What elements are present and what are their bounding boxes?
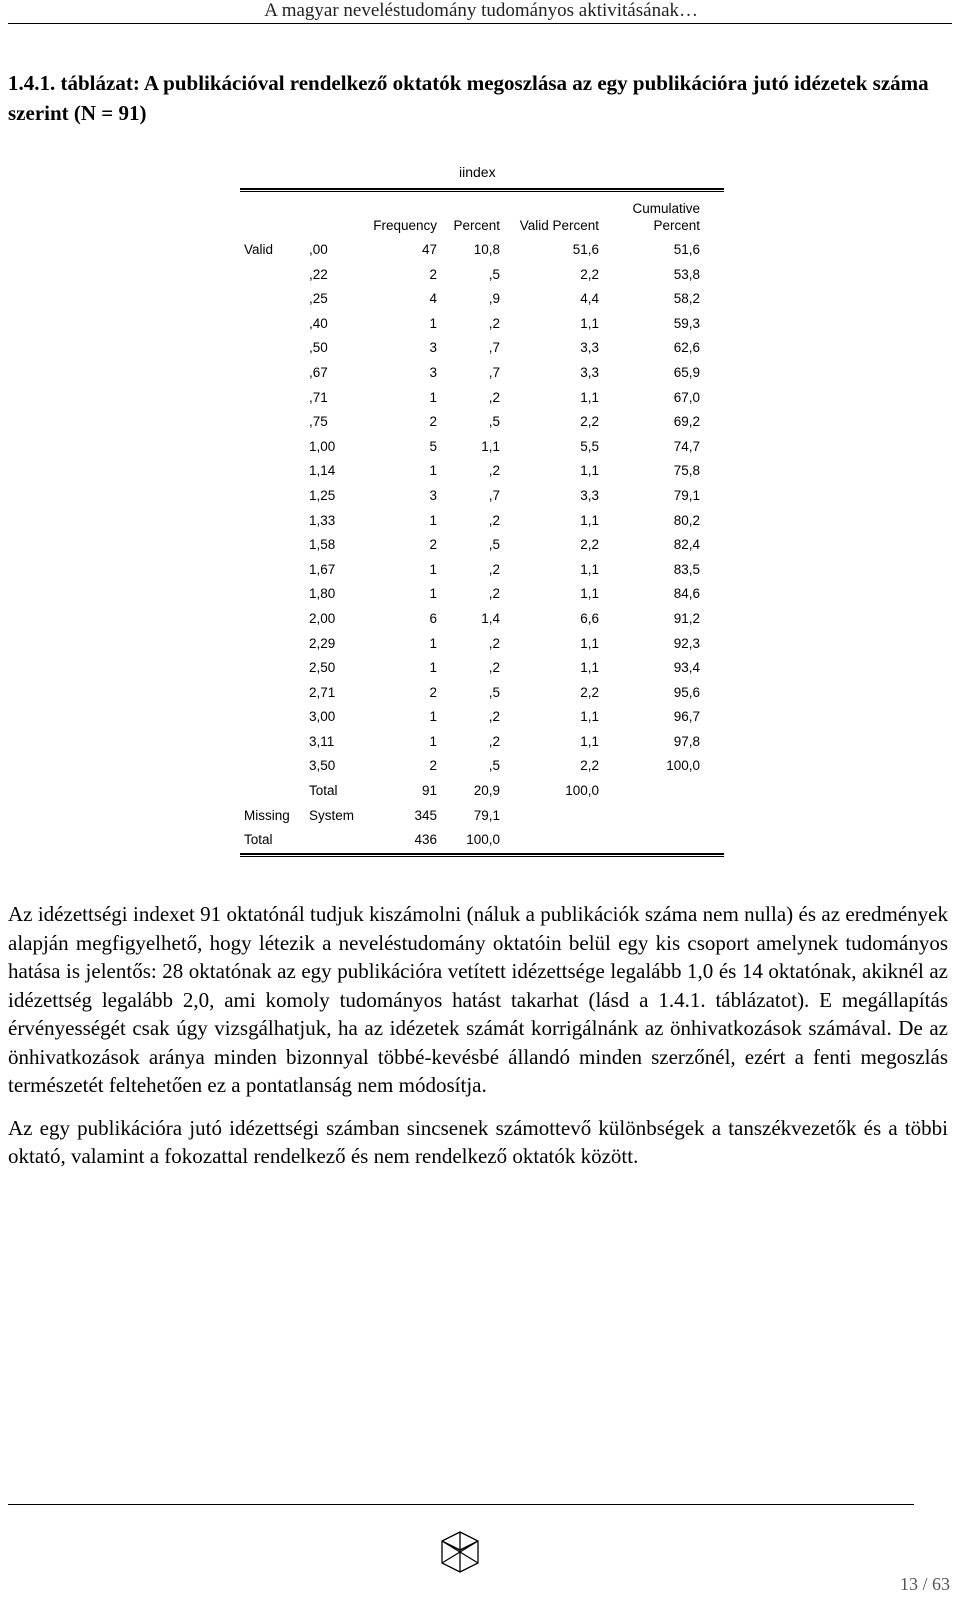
table-row — [240, 509, 724, 534]
cell-percent: ,2 — [488, 635, 500, 651]
cell-frequency: 1 — [429, 586, 437, 602]
group-label-missing: Missing — [244, 807, 290, 823]
cell-cumulative-percent: 74,7 — [673, 438, 700, 454]
table-row — [240, 410, 724, 435]
cell-frequency: 2 — [429, 266, 437, 282]
total-frequency: 436 — [414, 832, 437, 848]
cell-value: 2,29 — [309, 635, 336, 651]
table-row — [240, 656, 724, 681]
total-percent: 100,0 — [466, 832, 500, 848]
cell-cumulative-percent: 91,2 — [673, 610, 700, 626]
header-cumulative-line2: Percent — [653, 218, 700, 233]
cell-valid-percent: 100,0 — [565, 783, 599, 799]
cell-valid-percent: 5,5 — [580, 438, 599, 454]
cell-percent: 1,4 — [481, 610, 500, 626]
table-bottom-rule — [240, 853, 724, 857]
table-row — [240, 386, 724, 411]
cell-value: ,22 — [309, 266, 328, 282]
group-label-total: Total — [244, 832, 273, 848]
cell-cumulative-percent: 100,0 — [666, 758, 700, 774]
table-row — [240, 730, 724, 755]
cell-percent: ,2 — [488, 586, 500, 602]
cell-percent: ,2 — [488, 463, 500, 479]
cell-value: Total — [309, 783, 338, 799]
table-row — [240, 607, 724, 632]
cell-value: 2,50 — [309, 660, 336, 676]
cell-frequency: 1 — [429, 315, 437, 331]
cell-percent: ,2 — [488, 561, 500, 577]
cell-valid-percent: 1,1 — [580, 561, 599, 577]
cell-cumulative-percent: 65,9 — [673, 364, 700, 380]
header-rule — [8, 23, 952, 24]
cell-valid-percent: 1,1 — [580, 709, 599, 725]
cell-cumulative-percent: 62,6 — [673, 340, 700, 356]
cell-value: 1,25 — [309, 487, 336, 503]
cell-percent: ,7 — [488, 364, 500, 380]
cell-valid-percent: 1,1 — [580, 315, 599, 331]
table-row — [240, 632, 724, 657]
table-row — [240, 312, 724, 337]
cell-valid-percent: 3,3 — [580, 364, 599, 380]
cell-cumulative-percent: 83,5 — [673, 561, 700, 577]
cell-frequency: 47 — [421, 242, 437, 257]
table-row — [240, 681, 724, 706]
cell-frequency: 1 — [429, 463, 437, 479]
table-row — [240, 705, 724, 730]
cell-percent: ,5 — [488, 684, 500, 700]
cube-logo-icon — [438, 1530, 482, 1579]
cell-valid-percent: 1,1 — [580, 512, 599, 528]
cell-cumulative-percent: 75,8 — [673, 463, 700, 479]
cell-value: ,67 — [309, 364, 328, 380]
cell-value: ,00 — [309, 242, 328, 257]
cell-frequency: 1 — [429, 512, 437, 528]
cell-frequency: 3 — [429, 364, 437, 380]
cell-percent: ,2 — [488, 709, 500, 725]
cell-frequency: 6 — [429, 610, 437, 626]
cell-frequency: 3 — [429, 487, 437, 503]
cell-frequency: 2 — [429, 758, 437, 774]
cell-value: 3,50 — [309, 758, 336, 774]
cell-value: ,25 — [309, 291, 328, 307]
cell-cumulative-percent: 84,6 — [673, 586, 700, 602]
table-row-missing — [240, 804, 724, 829]
cell-frequency: 2 — [429, 414, 437, 430]
cell-cumulative-percent: 80,2 — [673, 512, 700, 528]
paragraph-2: Az egy publikációra jutó idézettségi számban sincsenek számottevő különbségek a tanszékvezetők és a többi oktató, valamint a fokozattal rendelkező és nem rendelkező oktatók között. — [8, 1115, 948, 1168]
header-valid-percent: Valid Percent — [519, 218, 599, 233]
table-caption: 1.4.1. táblázat: A publikációval rendelkező oktatók megoszlása az egy publikációra jutó idézetek száma szerint (N = 91) — [8, 71, 929, 125]
table-row — [240, 287, 724, 312]
cell-cumulative-percent: 95,6 — [673, 684, 700, 700]
cell-cumulative-percent: 96,7 — [673, 709, 700, 725]
paragraph-1: Az idézettségi indexet 91 oktatónál tudjuk kiszámolni (náluk a publikációk száma nem nulla) és az eredmények alapján megfigyelhető, hogy létezik a neveléstudomány oktatóin belül egy kis csoport amelynek tudományos hatása is jelentős: 28 oktatónak az egy publikációra vetített idézettsége legalább 1,0 és 14 oktatónak, akiknél az idézettség legalább 2,0, ami komoly tudományos hatást takarhat (lásd a 1.4.1. táblázatot). E megállapítás érvényességét csak úgy vizsgálhatjuk, ha az idézetek számát korrigálnánk az önhivatkozások számával. De az önhivatkozások aránya minden bizonnyal többé-kevésbé állandó minden szerzőnél, ezért a fenti megoszlás természetét feltehetően ez a pontatlanság nem módosítja. — [8, 902, 948, 1097]
cell-frequency: 1 — [429, 635, 437, 651]
cell-cumulative-percent: 58,2 — [673, 291, 700, 307]
cell-cumulative-percent: 59,3 — [673, 315, 700, 331]
table-row — [240, 582, 724, 607]
cell-valid-percent: 2,2 — [580, 758, 599, 774]
cell-frequency: 4 — [429, 291, 437, 307]
cell-percent: ,2 — [488, 512, 500, 528]
cell-percent: ,2 — [488, 733, 500, 749]
table-row — [240, 484, 724, 509]
cell-valid-percent: 2,2 — [580, 684, 599, 700]
cell-valid-percent: 6,6 — [580, 610, 599, 626]
cell-frequency: 1 — [429, 389, 437, 405]
table-row — [240, 779, 724, 804]
cell-cumulative-percent: 79,1 — [673, 487, 700, 503]
cell-valid-percent: 3,3 — [580, 340, 599, 356]
cell-cumulative-percent: 97,8 — [673, 733, 700, 749]
cell-percent: ,5 — [488, 266, 500, 282]
cell-percent: ,2 — [488, 315, 500, 331]
cell-percent: ,5 — [488, 414, 500, 430]
frequency-table — [240, 188, 724, 857]
missing-value: System — [309, 807, 355, 823]
cell-value: 1,14 — [309, 463, 336, 479]
table-row — [240, 361, 724, 386]
cell-frequency: 3 — [429, 340, 437, 356]
cell-valid-percent: 1,1 — [580, 463, 599, 479]
cell-percent: ,7 — [488, 487, 500, 503]
cell-value: ,75 — [309, 414, 328, 430]
footer-rule — [8, 1504, 914, 1505]
table-row — [240, 263, 724, 288]
cell-percent: ,7 — [488, 340, 500, 356]
cell-percent: 1,1 — [481, 438, 500, 454]
cell-valid-percent: 51,6 — [572, 242, 599, 257]
cell-frequency: 1 — [429, 660, 437, 676]
header-percent: Percent — [453, 218, 500, 233]
body-text — [8, 900, 948, 1185]
cell-value: 1,58 — [309, 537, 336, 553]
cell-frequency: 91 — [421, 783, 437, 799]
cell-cumulative-percent: 67,0 — [673, 389, 700, 405]
cell-cumulative-percent: 53,8 — [673, 266, 700, 282]
table-row-total — [240, 828, 724, 853]
cell-frequency: 1 — [429, 561, 437, 577]
cell-frequency: 1 — [429, 733, 437, 749]
cell-value: 1,80 — [309, 586, 336, 602]
cell-valid-percent: 2,2 — [580, 537, 599, 553]
cell-valid-percent: 1,1 — [580, 389, 599, 405]
cell-percent: ,2 — [488, 660, 500, 676]
missing-frequency: 345 — [414, 807, 437, 823]
cell-valid-percent: 1,1 — [580, 733, 599, 749]
cell-valid-percent: 1,1 — [580, 635, 599, 651]
cell-valid-percent: 2,2 — [580, 414, 599, 430]
cell-value: ,71 — [309, 389, 328, 405]
cell-valid-percent: 2,2 — [580, 266, 599, 282]
cell-value: 2,71 — [309, 684, 336, 700]
page-number: 13 / 63 — [899, 1574, 950, 1594]
header-frequency: Frequency — [373, 218, 437, 233]
table-row — [240, 533, 724, 558]
table-row — [240, 558, 724, 583]
header-cumulative-line1: Cumulative — [632, 201, 700, 216]
cell-frequency: 5 — [429, 438, 437, 454]
cell-percent: ,9 — [488, 291, 500, 307]
cell-frequency: 2 — [429, 684, 437, 700]
cell-value: 1,67 — [309, 561, 336, 577]
cell-value: 3,00 — [309, 709, 336, 725]
cell-cumulative-percent: 51,6 — [673, 242, 700, 257]
header-cumulative-percent — [632, 200, 700, 234]
cell-percent: 20,9 — [473, 783, 500, 799]
cell-value: 1,33 — [309, 512, 336, 528]
missing-percent: 79,1 — [473, 807, 500, 823]
cell-percent: ,5 — [488, 537, 500, 553]
cell-cumulative-percent: 93,4 — [673, 660, 700, 676]
cell-percent: ,5 — [488, 758, 500, 774]
cell-cumulative-percent: 69,2 — [673, 414, 700, 430]
table-row — [240, 238, 724, 263]
running-header: A magyar neveléstudomány tudományos aktivitásának… — [264, 0, 698, 21]
cell-valid-percent: 3,3 — [580, 487, 599, 503]
group-label-valid: Valid — [244, 242, 274, 257]
table-row — [240, 459, 724, 484]
cell-valid-percent: 1,1 — [580, 586, 599, 602]
table-row — [240, 336, 724, 361]
cell-cumulative-percent: 92,3 — [673, 635, 700, 651]
cell-value: ,50 — [309, 340, 328, 356]
cell-value: ,40 — [309, 315, 328, 331]
cell-value: 3,11 — [309, 733, 335, 749]
table-row — [240, 435, 724, 460]
cell-percent: ,2 — [488, 389, 500, 405]
table-body — [240, 238, 724, 804]
cell-valid-percent: 4,4 — [580, 291, 599, 307]
table-header-row — [240, 192, 724, 238]
table-row — [240, 754, 724, 779]
cell-frequency: 1 — [429, 709, 437, 725]
cell-valid-percent: 1,1 — [580, 660, 599, 676]
cell-value: 1,00 — [309, 438, 336, 454]
cell-percent: 10,8 — [473, 242, 500, 257]
table-title: iindex — [459, 164, 496, 180]
cell-cumulative-percent: 82,4 — [673, 537, 700, 553]
cell-value: 2,00 — [309, 610, 336, 626]
cell-frequency: 2 — [429, 537, 437, 553]
